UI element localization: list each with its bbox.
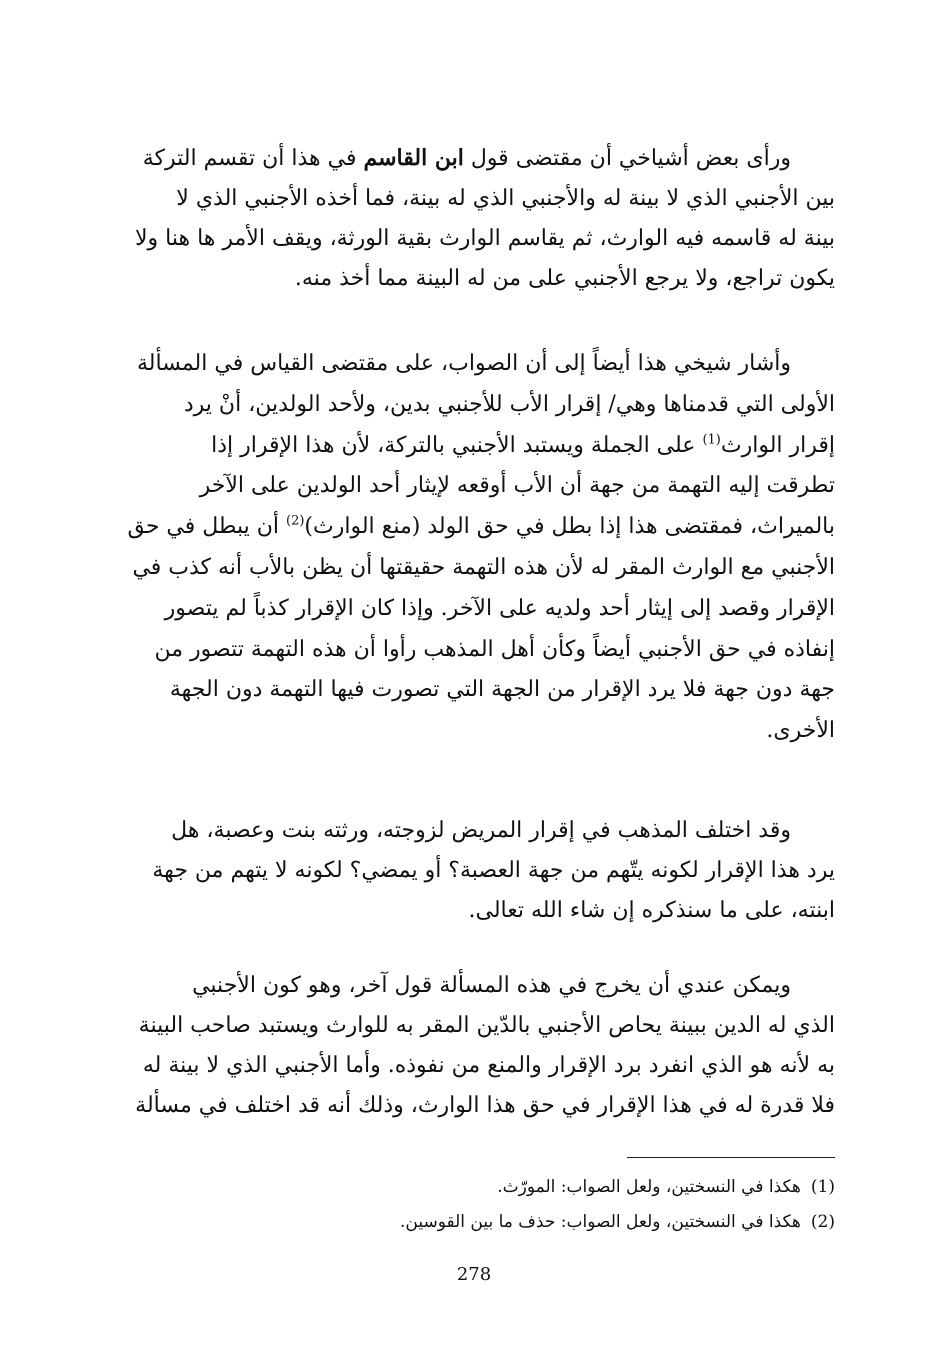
footnote-number: (2) bbox=[810, 1212, 835, 1232]
text-line: يكون تراجع، ولا يرجع الأجنبي على من له البينة مما أخذ منه. bbox=[294, 266, 835, 291]
text-line: يرد هذا الإقرار لكونه يتّهم من جهة العصبة؟ أو يمضي؟ لكونه لا يتهم من جهة bbox=[152, 858, 835, 883]
text-line: ابنته، على ما سنذكره إن شاء الله تعالى. bbox=[468, 898, 835, 923]
text-segment: ورأى بعض أشياخي أن مقتضى قول bbox=[463, 146, 791, 171]
text-line: الأخرى. bbox=[766, 718, 835, 744]
paragraph-3 bbox=[113, 811, 835, 931]
footnotes bbox=[113, 1170, 835, 1240]
text-segment: إقرار الوارث bbox=[720, 432, 835, 458]
text-line: ويمكن عندي أن يخرج في هذه المسألة قول آخر، وهو كون الأجنبي bbox=[192, 973, 791, 998]
page-number: 278 bbox=[456, 1264, 492, 1285]
text-line bbox=[113, 426, 835, 467]
paragraph-2 bbox=[113, 344, 835, 752]
text-line bbox=[113, 138, 835, 179]
text-line bbox=[113, 507, 835, 548]
text-line: وأشار شيخي هذا أيضاً إلى أن الصواب، على مقتضى القياس في المسألة bbox=[137, 351, 791, 376]
bold-name: ابن القاسم bbox=[363, 145, 464, 171]
text-line: بين الأجنبي الذي لا بينة له والأجنبي الذي له بينة، فما أخذه الأجنبي الذي لا bbox=[176, 186, 835, 211]
text-line: بينة له قاسمه فيه الوارث، ثم يقاسم الوارث بقية الورثة، ويقف الأمر ها هنا ولا bbox=[134, 226, 835, 251]
footnote-2 bbox=[113, 1205, 835, 1240]
footnote-number: (1) bbox=[810, 1177, 835, 1197]
footnote-text: هكذا في النسختين، ولعل الصواب: حذف ما بين القوسين. bbox=[400, 1212, 801, 1232]
text-line: الإقرار وقصد إلى إيثار أحد ولديه على الآخر. وإذا كان الإقرار كذباً لم يتصور bbox=[164, 595, 835, 621]
footnote-divider bbox=[627, 1157, 835, 1158]
text-line: الأجنبي مع الوارث المقر له لأن هذه التهمة حقيقتها أن يظن بالأب أنه كذب في bbox=[132, 554, 835, 580]
footnote-ref-1: (1) bbox=[702, 432, 721, 448]
footnote-text: هكذا في النسختين، ولعل الصواب: المورّث. bbox=[497, 1177, 801, 1197]
footnote-1 bbox=[113, 1170, 835, 1205]
text-line: فلا قدرة له في هذا الإقرار في حق هذا الوارث، وذلك أنه قد اختلف في مسألة bbox=[135, 1093, 835, 1118]
text-segment: أن يبطل في حق bbox=[127, 514, 286, 540]
text-segment: على الجملة ويستبد الأجنبي بالتركة، لأن هذا الإقرار إذا bbox=[211, 432, 703, 458]
text-line: به لأنه هو الذي انفرد برد الإقرار والمنع من نفوذه. وأما الأجنبي الذي لا بينة له bbox=[142, 1053, 835, 1078]
text-line: وقد اختلف المذهب في إقرار المريض لزوجته، ورثته بنت وعصبة، هل bbox=[171, 818, 791, 843]
text-line: إنفاذه في حق الأجنبي أيضاً وكأن أهل المذهب رأوا أن هذه التهمة تتصور من bbox=[154, 636, 835, 662]
text-line: تطرقت إليه التهمة من جهة أن الأب أوقعه لإيثار أحد الولدين على الآخر bbox=[199, 473, 835, 499]
paragraph-1 bbox=[113, 138, 835, 299]
footnote-ref-2: (2) bbox=[285, 513, 305, 529]
text-line: جهة دون جهة فلا يرد الإقرار من الجهة التي تصورت فيها التهمة دون الجهة bbox=[169, 677, 835, 703]
text-segment: بالميراث، فمقتضى هذا إذا بطل في حق الولد (منع الوارث) bbox=[304, 514, 835, 540]
text-segment: في هذا أن تقسم التركة bbox=[142, 146, 364, 171]
text-line: الأولى التي قدمناها وهي/ إقرار الأب للأجنبي بدين، ولأحد الولدين، أنْ يرد bbox=[183, 391, 835, 417]
paragraph-4 bbox=[113, 966, 835, 1126]
text-line: الذي له الدين ببينة يحاص الأجنبي بالدّين المقر به للوارث ويستبد صاحب البينة bbox=[138, 1013, 835, 1038]
